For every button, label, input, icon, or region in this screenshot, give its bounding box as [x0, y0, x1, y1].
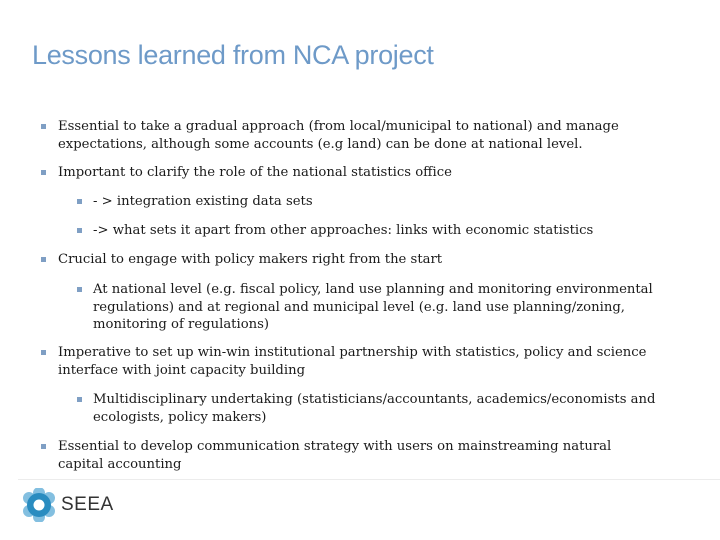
bullet-text: - > integration existing data sets	[93, 194, 313, 209]
bullet-text: Crucial to engage with policy makers right from the start	[58, 252, 443, 267]
bullet-item	[58, 438, 658, 473]
slide-title: Lessons learned from NCA project	[32, 40, 434, 70]
sub-bullet-item	[93, 222, 693, 240]
seea-logo-text: SEEA	[61, 494, 114, 515]
bullet-icon	[41, 257, 46, 262]
bullet-icon	[77, 287, 82, 292]
bullet-text: Essential to develop communication strategy with users on mainstreaming natural capital accounting	[58, 439, 612, 472]
bullet-item	[58, 118, 698, 153]
bullet-item	[58, 164, 698, 182]
sub-bullet-item	[93, 391, 673, 426]
bullet-text: Important to clarify the role of the national statistics office	[58, 165, 452, 180]
sub-bullet-item	[93, 281, 663, 334]
bullet-icon	[77, 199, 82, 204]
bullet-text: -> what sets it apart from other approaches: links with economic statistics	[93, 223, 594, 238]
bullet-icon	[41, 124, 46, 129]
footer-divider	[18, 479, 720, 480]
bullet-icon	[41, 170, 46, 175]
sub-bullet-item	[93, 193, 693, 211]
bullet-item	[58, 251, 698, 269]
bullet-text: Essential to take a gradual approach (from local/municipal to national) and manage expectations, although some accounts (e.g land) can be done at national level.	[58, 119, 619, 152]
bullet-icon	[41, 444, 46, 449]
bullet-item	[58, 344, 658, 379]
bullet-icon	[41, 350, 46, 355]
bullet-text: Multidisciplinary undertaking (statisticians/accountants, academics/economists and ecologists, policy makers)	[93, 392, 656, 425]
bullet-icon	[77, 228, 82, 233]
bullet-icon	[77, 397, 82, 402]
bullet-text: Imperative to set up win-win institutional partnership with statistics, policy and science interface with joint capacity building	[58, 345, 647, 378]
bullet-text: At national level (e.g. fiscal policy, land use planning and monitoring environmental regulations) and at regional and municipal level (e.g. land use planning/zoning, monitoring of regulations)	[93, 282, 653, 332]
seea-logo-icon	[22, 488, 56, 522]
